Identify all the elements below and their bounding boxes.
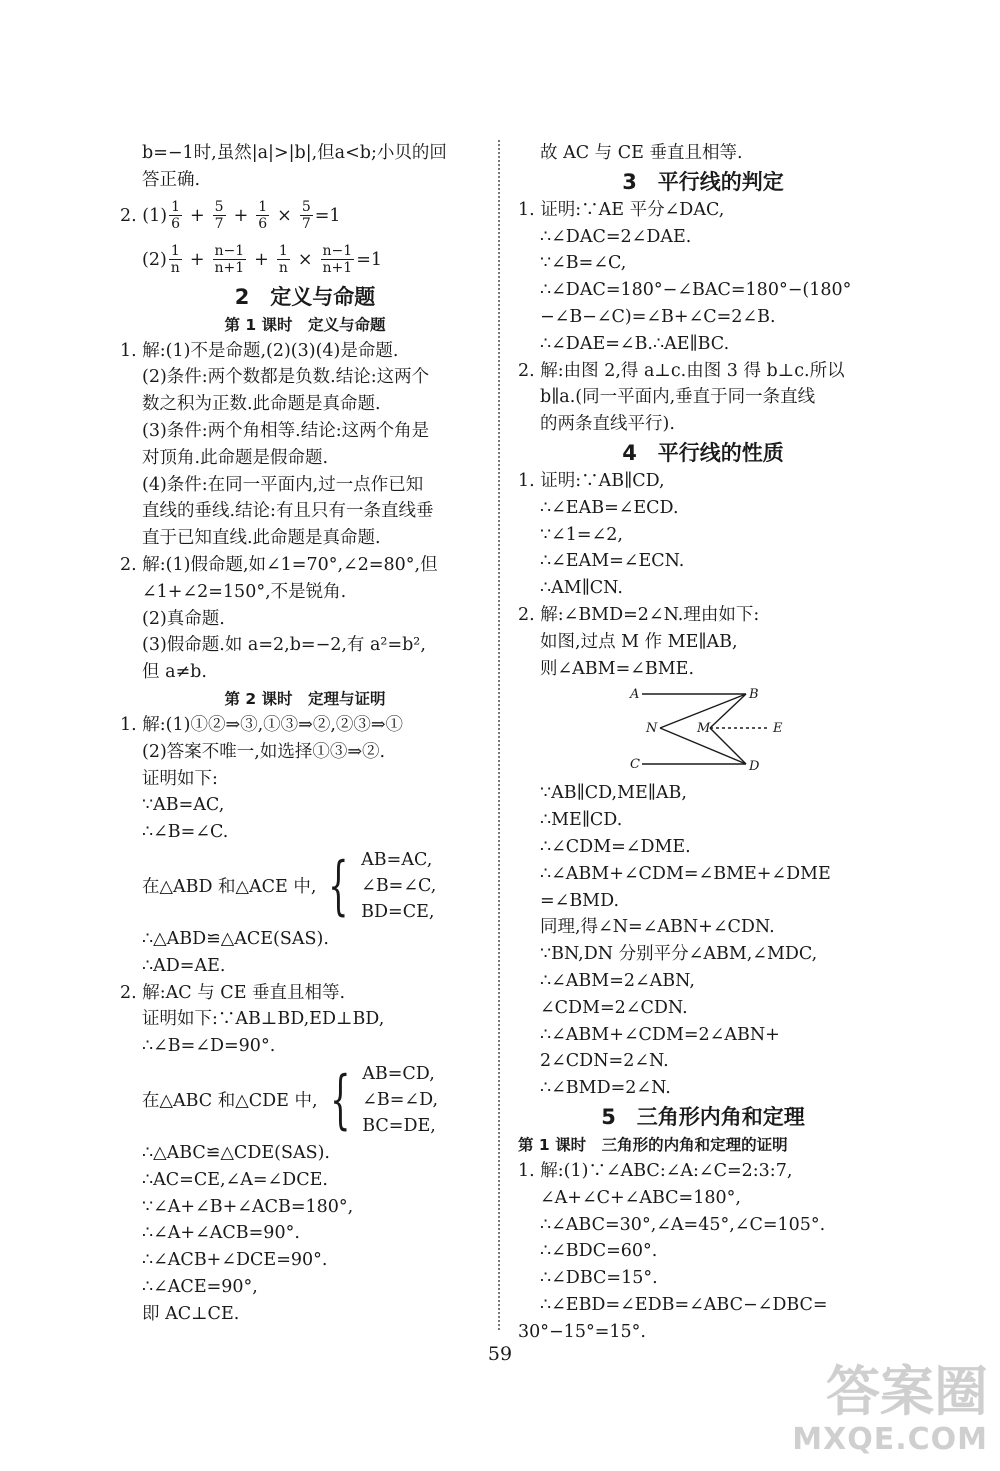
- lesson-heading: 第 1 课时 三角形的内角和定理的证明: [518, 1135, 788, 1154]
- text-line: 1. 证明:∵AE 平分∠DAC,: [518, 199, 725, 220]
- text-line: 1. 证明:∵AB∥CD,: [518, 470, 665, 491]
- text-line: 但 a≠b.: [142, 662, 207, 683]
- text-line: b=−1时,虽然|a|>|b|,但a<b;小贝的回: [142, 143, 447, 163]
- text-line: ∵∠B=∠C,: [540, 253, 627, 274]
- text-line: b∥a.(同一平面内,垂直于同一条直线: [540, 387, 816, 408]
- brace-line: ∠B=∠D,: [362, 1089, 439, 1110]
- text-line: (2)答案不唯一,如选择①③⇒②.: [142, 741, 386, 762]
- text-line: ∴∠CDM=∠DME.: [540, 836, 691, 857]
- geometry-figure: [628, 686, 788, 772]
- fraction-equation-1: 2. (1) 1 6 + $\frac{5}{7}$ + $\frac{1}{6}$ × $\frac{5}{7}$ =1: [120, 199, 341, 233]
- point-label-d: D: [749, 759, 760, 773]
- fraction: $\frac{1}{6}$: [258, 199, 268, 233]
- fraction: $\frac{1}{n}$: [278, 243, 288, 277]
- right-column: [518, 140, 888, 1345]
- text-line: 30°−15°=15°.: [518, 1321, 646, 1342]
- text-line: ∴∠EAM=∠ECN.: [540, 551, 685, 572]
- text-line: 对顶角.此命题是假命题.: [142, 447, 329, 468]
- point-label-e: E: [773, 721, 783, 737]
- fraction: $\frac{5}{7}$: [214, 199, 224, 233]
- text-line: 证明如下:∵AB⊥BD,ED⊥BD,: [142, 1009, 385, 1030]
- section-heading: 5 三角形内角和定理: [601, 1104, 805, 1129]
- text-line: (2)条件:两个数都是负数.结论:这两个: [142, 367, 430, 388]
- fraction-equation-2: (2) 1 n + $\frac{n-1}{n+1}$ + $\frac{1}{n}$ × $\frac{n-1}{n+1}$ =1: [142, 243, 382, 277]
- text-line: ∠A+∠C+∠ABC=180°,: [540, 1187, 741, 1208]
- text-line: 的两条直线平行).: [540, 414, 675, 435]
- column-divider: [498, 140, 500, 1330]
- text-line: 则∠ABM=∠BME.: [540, 658, 695, 679]
- text-line: 2∠CDN=2∠N.: [540, 1051, 669, 1072]
- left-column: [120, 140, 490, 1328]
- lesson-heading: 第 1 课时 定义与命题: [224, 315, 386, 334]
- point-label-m: M: [697, 721, 711, 737]
- text-line: (3)条件:两个角相等.结论:这两个角是: [142, 420, 430, 441]
- text-line: ∵BN,DN 分别平分∠ABM,∠MDC,: [540, 944, 818, 965]
- segment-md: [710, 728, 746, 764]
- text-line: ∵∠1=∠2,: [540, 524, 623, 545]
- text-line: ∴∠ABM=2∠ABN,: [540, 970, 695, 991]
- text-line: 如图,过点 M 作 ME∥AB,: [540, 631, 738, 652]
- text-line: ∴∠B=∠C.: [142, 822, 229, 843]
- fraction: 1 n: [170, 243, 180, 277]
- lesson-heading: 第 2 课时 定理与证明: [224, 689, 386, 708]
- text-line: ∴AC=CE,∠A=∠DCE.: [142, 1169, 328, 1190]
- text-line: ∴AD=AE.: [142, 955, 226, 976]
- text-line: 直于已知直线.此命题是真命题.: [142, 528, 381, 549]
- text-line: −∠B−∠C)=∠B+∠C=2∠B.: [540, 306, 776, 327]
- segment-mb: [710, 694, 746, 728]
- text-line: (3)假命题.如 a=2,b=−2,有 a²=b²,: [142, 635, 426, 656]
- watermark-url: MXQE.COM: [792, 1422, 988, 1457]
- text-line: 1. 解:(1)不是命题,(2)(3)(4)是命题.: [120, 340, 399, 361]
- text-line: 1. 解:(1)∵∠ABC:∠A:∠C=2:3:7,: [518, 1160, 793, 1181]
- site-watermark: [792, 1362, 988, 1457]
- text-line: 数之积为正数.此命题是真命题.: [142, 394, 381, 415]
- text-line: ∠1+∠2=150°,不是锐角.: [142, 581, 347, 602]
- section-heading: 4 平行线的性质: [622, 440, 784, 465]
- text-line: ∴∠DAC=180°−∠BAC=180°−(180°: [540, 280, 852, 301]
- text-line: 故 AC 与 CE 垂直且相等.: [540, 143, 743, 163]
- brace-line: ∠B=∠C,: [361, 875, 437, 896]
- fraction: 1 6: [171, 199, 180, 233]
- text-line: ∴∠ABM+∠CDM=∠BME+∠DME: [540, 863, 831, 884]
- text-line: ∴∠DAE=∠B.∴AE∥BC.: [540, 333, 730, 354]
- text-line: ∴∠EBD=∠EDB=∠ABC−∠DBC=: [540, 1294, 828, 1315]
- brace-line: BD=CE,: [361, 901, 435, 922]
- brace-symbol: {: [328, 848, 349, 923]
- text-line: ∴∠DBC=15°.: [540, 1268, 658, 1289]
- text-line: ∴∠BDC=60°.: [540, 1241, 658, 1262]
- text-line: 1. 解:(1)①②⇒③,①③⇒②,②③⇒①: [120, 714, 404, 735]
- text-line: ∴∠ACB+∠DCE=90°.: [142, 1250, 328, 1271]
- text-line: ∴∠ABM+∠CDM=2∠ABN+: [540, 1024, 780, 1045]
- text-line: 同理,得∠N=∠ABN+∠CDN.: [540, 917, 775, 938]
- point-label-a: A: [630, 687, 640, 703]
- fraction: $\frac{n-1}{n+1}$: [322, 243, 353, 277]
- section-heading: 3 平行线的判定: [622, 169, 784, 194]
- brace-line: AB=AC,: [361, 849, 433, 870]
- text-line: ∵AB∥CD,ME∥AB,: [540, 783, 687, 804]
- point-label-b: B: [749, 687, 759, 703]
- text-line: 2. 解:由图 2,得 a⊥c.由图 3 得 b⊥c.所以: [518, 360, 845, 381]
- text-line: ∴ME∥CD.: [540, 810, 623, 831]
- text-line: 2. 解:AC 与 CE 垂直且相等.: [120, 982, 346, 1003]
- brace-system-2: 在△ABC 和△CDE 中, { AB=CD, ∠B=∠D, BC=DE,: [142, 1062, 439, 1137]
- brace-symbol: {: [329, 1062, 351, 1137]
- text-line: ∴△ABD≌△ACE(SAS).: [142, 928, 329, 949]
- text-line: ∴∠A+∠ACB=90°.: [142, 1223, 300, 1244]
- point-label-c: C: [630, 757, 640, 773]
- text-line: ∴∠EAB=∠ECD.: [540, 497, 679, 518]
- text-line: 即 AC⊥CE.: [142, 1303, 240, 1324]
- text-line: ∴∠ACE=90°,: [142, 1276, 258, 1297]
- text-line: 2. 解:∠BMD=2∠N.理由如下:: [518, 604, 760, 625]
- text-line: ∴∠B=∠D=90°.: [142, 1036, 276, 1057]
- text-line: ∠CDM=2∠CDN.: [540, 997, 688, 1018]
- text-line: ∵∠A+∠B+∠ACB=180°,: [142, 1196, 354, 1217]
- section-heading: 2 定义与命题: [234, 284, 376, 309]
- text-line: 答正确.: [142, 169, 201, 190]
- brace-system-1: 在△ABD 和△ACE 中, { AB=AC, ∠B=∠C, BD=CE,: [142, 848, 437, 923]
- text-line: (2)真命题.: [142, 608, 225, 629]
- text-line: 证明如下:: [142, 768, 218, 789]
- fraction: $\frac{n-1}{n+1}$: [214, 243, 245, 277]
- text-line: ∴AM∥CN.: [540, 578, 623, 599]
- text-line: ∴∠DAC=2∠DAE.: [540, 226, 692, 247]
- text-line: ∴△ABC≌△CDE(SAS).: [142, 1142, 330, 1163]
- text-line: (4)条件:在同一平面内,过一点作已知: [142, 474, 424, 495]
- text-line: ∵AB=AC,: [142, 795, 225, 816]
- page-number: 59: [487, 1343, 513, 1365]
- watermark-logo-text: 答案圈: [826, 1360, 988, 1423]
- brace-line: BC=DE,: [362, 1115, 436, 1136]
- fraction: $\frac{5}{7}$: [301, 199, 311, 233]
- text-line: ∴∠BMD=2∠N.: [540, 1078, 671, 1099]
- brace-line: AB=CD,: [362, 1063, 435, 1084]
- text-line: 直线的垂线.结论:有且只有一条直线垂: [142, 501, 434, 522]
- text-line: ∴∠ABC=30°,∠A=45°,∠C=105°.: [540, 1214, 826, 1235]
- text-line: 2. 解:(1)假命题,如∠1=70°,∠2=80°,但: [120, 554, 438, 575]
- text-line: =∠BMD.: [540, 890, 620, 911]
- point-label-n: N: [646, 721, 658, 737]
